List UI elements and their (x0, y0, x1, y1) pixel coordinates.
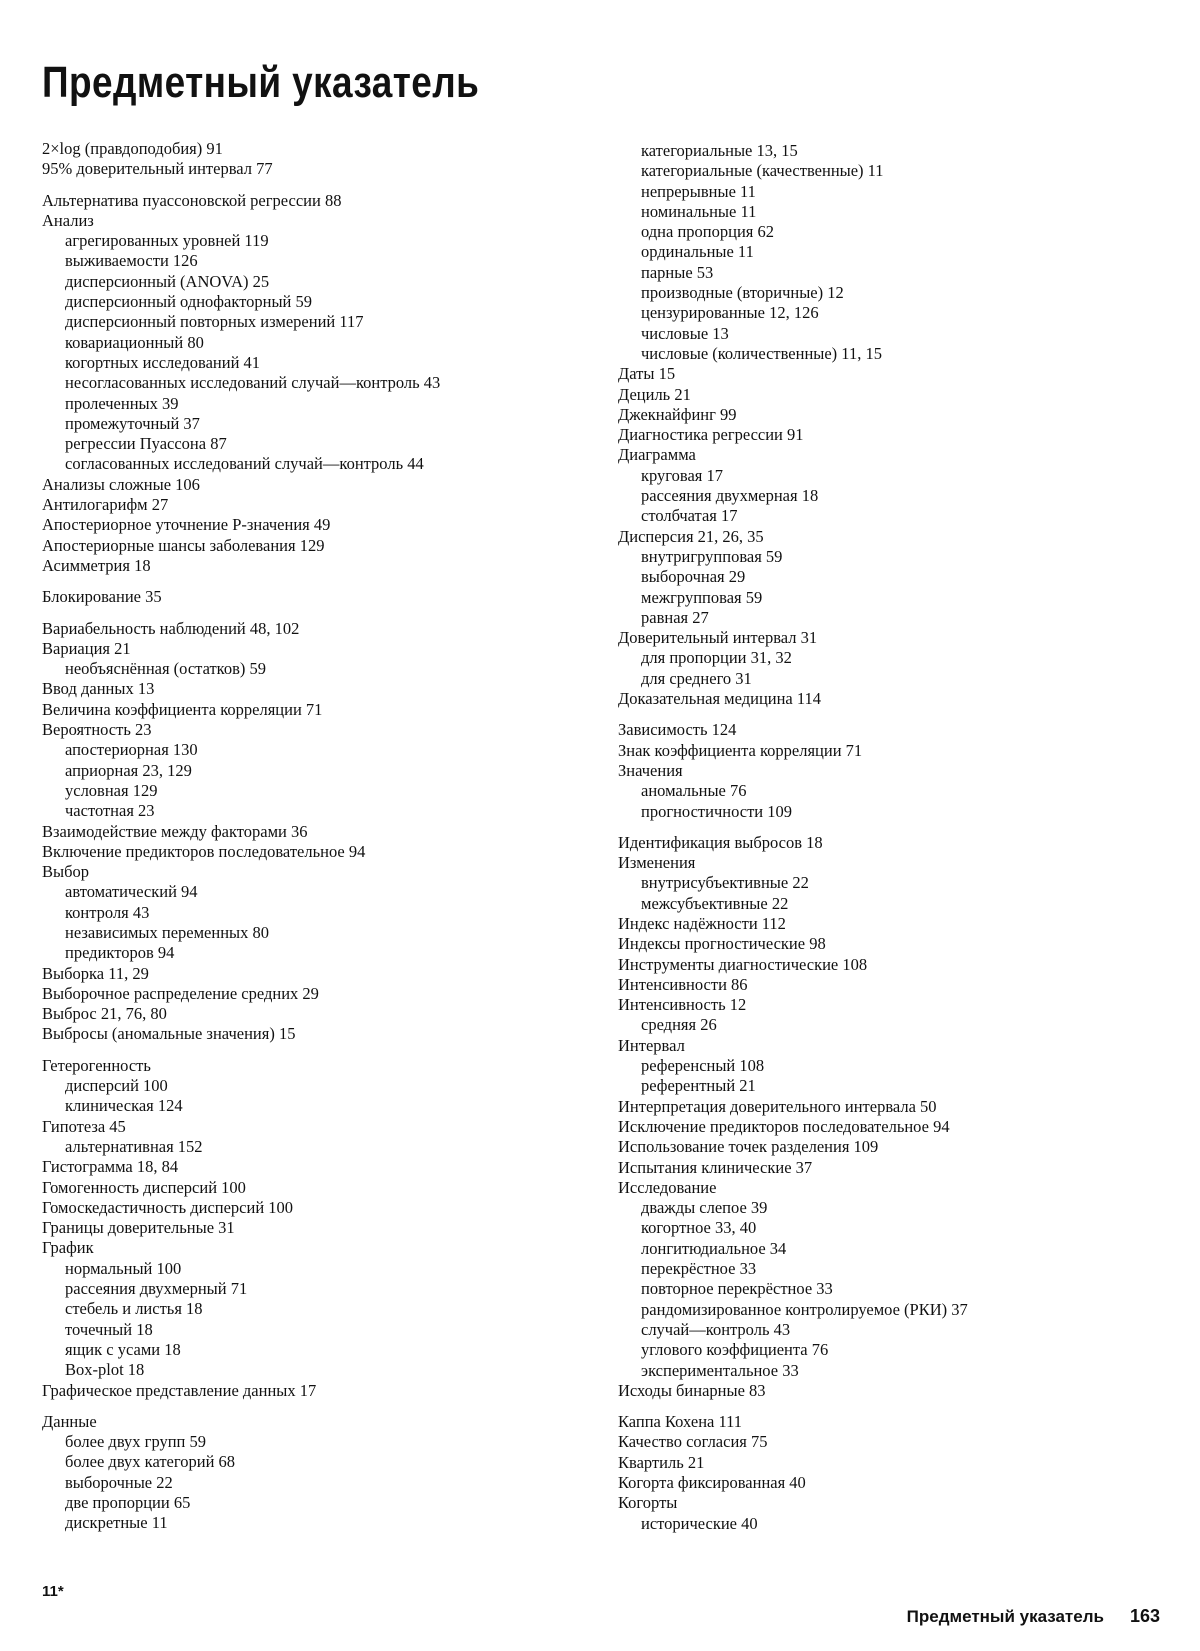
index-entry: Испытания клинические 37 (618, 1157, 813, 1177)
index-entry: Инструменты диагностические 108 (618, 954, 868, 974)
index-subentry: точечный 18 (65, 1319, 153, 1339)
index-subentry: когортное 33, 40 (641, 1218, 757, 1238)
index-subentry: числовые 13 (641, 323, 729, 343)
index-subentry: лонгитюдиальное 34 (641, 1238, 787, 1258)
index-entry: Анализы сложные 106 (42, 474, 200, 494)
index-subentry: частотная 23 (65, 801, 155, 821)
index-entry: Гомоскедастичность дисперсий 100 (42, 1197, 294, 1217)
index-entry: Взаимодействие между факторами 36 (42, 821, 308, 841)
index-subentry: более двух групп 59 (65, 1432, 207, 1452)
index-subentry: межгрупповая 59 (641, 587, 763, 607)
index-subentry: номинальные 11 (641, 201, 757, 221)
index-column-left (42, 139, 572, 1534)
index-subentry: рассеяния двухмерный 71 (65, 1279, 248, 1299)
index-entry: Использование точек разделения 109 (618, 1137, 879, 1157)
index-subentry: для пропорции 31, 32 (641, 648, 792, 668)
index-subentry: апостериорная 130 (65, 740, 198, 760)
index-entry: Интенсивность 12 (618, 995, 747, 1015)
index-subentry: дисперсий 100 (65, 1076, 168, 1096)
index-entry: Границы доверительные 31 (42, 1218, 235, 1238)
index-subentry: дисперсионный повторных измерений 117 (65, 312, 364, 332)
index-subentry: дискретные 11 (65, 1513, 168, 1533)
index-entry: Дециль 21 (618, 384, 691, 404)
index-entry: Дисперсия 21, 26, 35 (618, 526, 764, 546)
index-entry: Идентификация выбросов 18 (618, 832, 823, 852)
index-entry: Доверительный интервал 31 (618, 628, 818, 648)
index-subentry: экспериментальное 33 (641, 1360, 799, 1380)
index-subentry: аномальные 76 (641, 781, 747, 801)
index-subentry: средняя 26 (641, 1015, 717, 1035)
index-subentry: парные 53 (641, 262, 714, 282)
index-entry: Исследование (618, 1177, 717, 1197)
index-entry: Джекнайфинг 99 (618, 404, 737, 424)
index-subentry: ординальные 11 (641, 242, 754, 262)
index-entry: Графическое представление данных 17 (42, 1380, 317, 1400)
index-subentry: рассеяния двухмерная 18 (641, 486, 819, 506)
index-subentry: исторические 40 (641, 1513, 758, 1533)
index-entry: Когорты (618, 1493, 678, 1513)
index-entry: Гистограмма 18, 84 (42, 1157, 179, 1177)
index-subentry: рандомизированное контролируемое (РКИ) 37 (641, 1299, 968, 1319)
index-entry: Исключение предикторов последовательное 94 (618, 1116, 950, 1136)
index-subentry: несогласованных исследований случай—контроль 43 (65, 373, 441, 393)
index-subentry: более двух категорий 68 (65, 1452, 236, 1472)
index-subentry: регрессии Пуассона 87 (65, 434, 227, 454)
index-entry: Выборка 11, 29 (42, 963, 149, 983)
index-subentry: ящик с усами 18 (65, 1339, 181, 1359)
index-entry: Изменения (618, 853, 696, 873)
index-entry: Альтернатива пуассоновской регрессии 88 (42, 190, 342, 210)
index-entry: Диагностика регрессии 91 (618, 425, 804, 445)
index-subentry: выборочные 22 (65, 1472, 173, 1492)
index-subentry: производные (вторичные) 12 (641, 283, 844, 303)
index-subentry: необъяснённая (остатков) 59 (65, 659, 267, 679)
index-subentry: внутрисубъективные 22 (641, 873, 809, 893)
index-subentry: стебель и листья 18 (65, 1299, 203, 1319)
index-subentry: углового коэффициента 76 (641, 1340, 829, 1360)
index-subentry: независимых переменных 80 (65, 922, 269, 942)
index-entry: Интервал (618, 1035, 685, 1055)
index-entry: Каппа Кохена 111 (618, 1412, 742, 1432)
index-entry: Гипотеза 45 (42, 1116, 126, 1136)
index-subentry: перекрёстное 33 (641, 1259, 757, 1279)
index-entry: Вариабельность наблюдений 48, 102 (42, 618, 300, 638)
index-entry: Индексы прогностические 98 (618, 934, 826, 954)
index-subentry: две пропорции 65 (65, 1493, 191, 1512)
index-entry: Ввод данных 13 (42, 679, 155, 699)
index-entry: Вариация 21 (42, 638, 131, 658)
index-subentry: когортных исследований 41 (65, 352, 261, 372)
index-subentry: нормальный 100 (65, 1258, 182, 1278)
index-entry: График (42, 1238, 94, 1258)
index-subentry: непрерывные 11 (641, 181, 756, 201)
index-subentry: ковариационный 80 (65, 332, 204, 352)
index-subentry: числовые (количественные) 11, 15 (641, 343, 882, 363)
index-subentry: для среднего 31 (641, 668, 752, 688)
index-subentry: одна пропорция 62 (641, 222, 774, 242)
index-entry: 95% доверительный интервал 77 (42, 159, 273, 179)
index-subentry: предикторов 94 (65, 943, 175, 963)
index-subentry: равная 27 (641, 607, 709, 627)
index-subentry: априорная 23, 129 (65, 760, 192, 780)
index-entry: Выбросы (аномальные значения) 15 (42, 1024, 296, 1044)
index-entry: Квартиль 21 (618, 1452, 705, 1472)
index-subentry: агрегированных уровней 119 (65, 231, 269, 251)
index-entry: Даты 15 (618, 364, 676, 384)
index-subentry: цензурированные 12, 126 (641, 303, 819, 323)
index-subentry: выживаемости 126 (65, 251, 198, 271)
index-subentry: межсубъективные 22 (641, 893, 789, 913)
index-subentry: референтный 21 (641, 1076, 756, 1096)
index-subentry: дважды слепое 39 (641, 1198, 768, 1218)
index-subentry: круговая 17 (641, 465, 724, 485)
index-subentry: промежуточный 37 (65, 413, 200, 433)
index-entry: Доказательная медицина 114 (618, 689, 822, 709)
index-subentry: условная 129 (65, 780, 158, 800)
index-entry: Асимметрия 18 (42, 555, 151, 575)
index-entry: Когорта фиксированная 40 (618, 1473, 806, 1492)
index-subentry: внутригрупповая 59 (641, 546, 783, 566)
index-subentry: альтернативная 152 (65, 1136, 203, 1156)
index-entry: Выбор (42, 862, 89, 882)
page-number: 163 (1129, 1606, 1160, 1626)
index-subentry: автоматический 94 (65, 882, 198, 902)
index-subentry: столбчатая 17 (641, 506, 738, 526)
index-entry: Выброс 21, 76, 80 (42, 1004, 167, 1024)
index-entry: 2×log (правдоподобия) 91 (42, 139, 223, 158)
index-subentry: Box-plot 18 (65, 1360, 145, 1380)
index-subentry: случай—контроль 43 (641, 1319, 791, 1339)
index-entry: Блокирование 35 (42, 587, 162, 607)
index-entry: Апостериорное уточнение Р-значения 49 (42, 515, 331, 535)
index-entry: Анализ (42, 210, 94, 230)
running-title: Предметный указатель (906, 1607, 1104, 1626)
index-entry: Включение предикторов последовательное 94 (42, 841, 366, 861)
index-entry: Данные (42, 1411, 97, 1431)
index-subentry: категориальные 13, 15 (641, 141, 798, 160)
index-subentry: пролеченных 39 (65, 393, 179, 413)
index-subentry: категориальные (качественные) 11 (641, 161, 884, 181)
page-footer (907, 1606, 1160, 1627)
index-entry: Выборочное распределение средних 29 (42, 983, 319, 1003)
signature-mark: 11* (42, 1583, 64, 1600)
index-subentry: клиническая 124 (65, 1096, 183, 1116)
index-subentry: референсный 108 (641, 1056, 765, 1076)
index-entry: Зависимость 124 (618, 720, 737, 740)
index-subentry: прогностичности 109 (641, 801, 792, 821)
index-entry: Качество согласия 75 (618, 1432, 768, 1452)
index-column-right (618, 141, 1178, 1534)
index-entry: Гомогенность дисперсий 100 (42, 1177, 246, 1197)
index-subentry: дисперсионный (ANOVA) 25 (65, 271, 270, 291)
index-entry: Интенсивности 86 (618, 974, 748, 994)
index-subentry: дисперсионный однофакторный 59 (65, 292, 312, 312)
index-subentry: выборочная 29 (641, 567, 746, 587)
page-title: Предметный указатель (42, 58, 480, 107)
index-entry: Диаграмма (618, 445, 696, 465)
index-entry: Вероятность 23 (42, 720, 152, 740)
index-entry: Знак коэффициента корреляции 71 (618, 740, 863, 760)
index-entry: Индекс надёжности 112 (618, 913, 786, 933)
index-entry: Значения (618, 760, 683, 780)
index-entry: Величина коэффициента корреляции 71 (42, 699, 323, 719)
index-entry: Апостериорные шансы заболевания 129 (42, 535, 325, 555)
index-entry: Исходы бинарные 83 (618, 1380, 766, 1400)
index-subentry: контроля 43 (65, 902, 150, 922)
index-subentry: повторное перекрёстное 33 (641, 1279, 833, 1299)
index-subentry: согласованных исследований случай—контроль 44 (65, 454, 424, 474)
index-entry: Антилогарифм 27 (42, 495, 169, 515)
index-entry: Гетерогенность (42, 1055, 151, 1075)
index-entry: Интерпретация доверительного интервала 50 (618, 1096, 937, 1116)
